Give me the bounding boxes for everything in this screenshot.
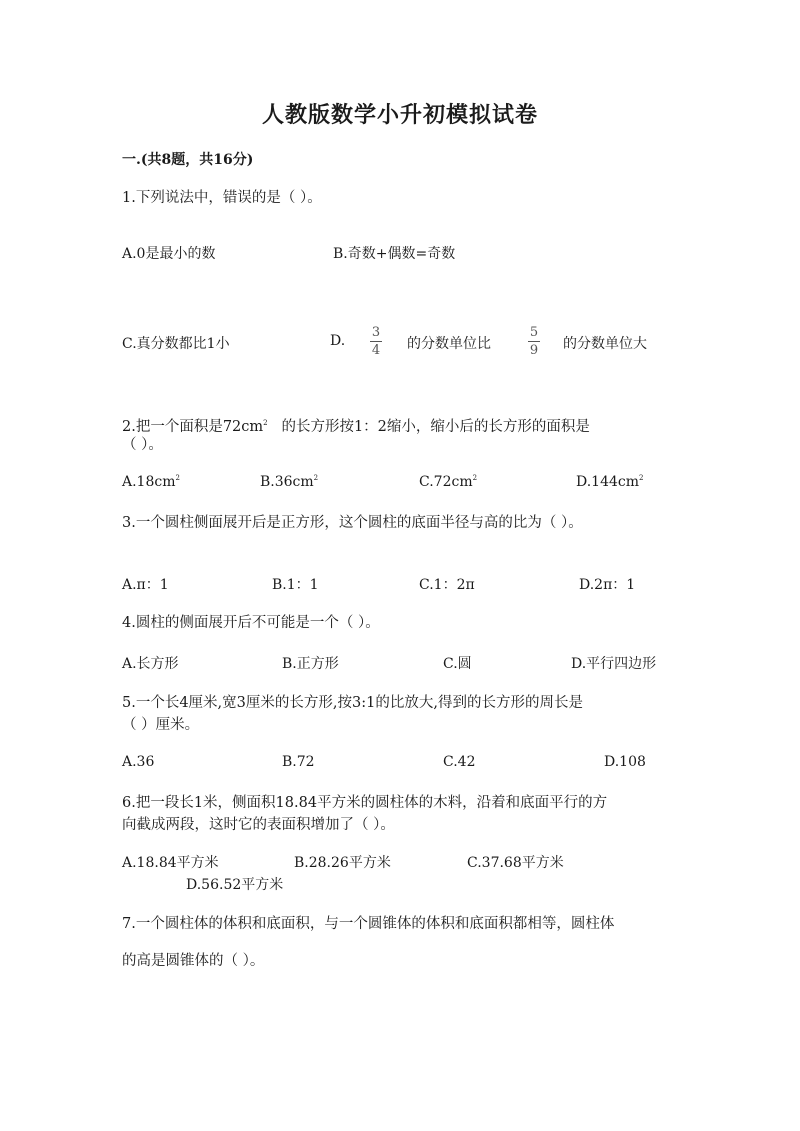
fraction-bar: [528, 341, 540, 342]
question-6-option-b[interactable]: B.28.26平方米: [294, 855, 391, 871]
question-3-option-c[interactable]: C.1：2π: [419, 577, 475, 593]
question-6-option-a[interactable]: A.18.84平方米: [122, 855, 219, 871]
option-text: C.72cm: [419, 474, 473, 490]
question-1-option-d-label: D.: [330, 333, 346, 349]
question-5-stem-line-1: 5.一个长4厘米,宽3厘米的长方形,按3:1的比放大,得到的长方形的周长是: [122, 695, 583, 711]
question-7-stem-line-2: 的高是圆锥体的（ ）。: [122, 953, 265, 969]
question-6-option-d[interactable]: D.56.52平方米: [186, 877, 284, 893]
question-1-option-c[interactable]: C.真分数都比1小: [122, 336, 230, 352]
superscript: 2: [263, 419, 268, 427]
question-6-stem-line-2: 向截成两段，这时它的表面积增加了（ ）。: [122, 817, 395, 833]
fraction-denominator: 4: [371, 343, 381, 358]
question-1-option-d-suffix: 的分数单位大: [563, 336, 647, 352]
section-header: 一.(共8题，共16分): [122, 152, 254, 168]
question-2-option-a[interactable]: [122, 474, 180, 490]
question-2-option-c[interactable]: [419, 474, 477, 490]
question-1-option-d-mid: 的分数单位比: [407, 336, 491, 352]
question-2-stem-part-b: 的长方形按1：2缩小，缩小后的长方形的面积是: [281, 419, 590, 435]
superscript: 2: [639, 474, 644, 482]
question-5-option-c[interactable]: C.42: [443, 754, 476, 770]
question-3-option-d[interactable]: D.2π：1: [579, 577, 636, 593]
question-6-option-c[interactable]: C.37.68平方米: [467, 855, 564, 871]
question-1-option-b[interactable]: B.奇数+偶数=奇数: [333, 246, 456, 262]
question-7-stem-line-1: 7.一个圆柱体的体积和底面积，与一个圆锥体的体积和底面积都相等，圆柱体: [122, 916, 615, 932]
superscript: 2: [175, 474, 180, 482]
question-4-option-b[interactable]: B.正方形: [282, 656, 339, 672]
question-1-stem: 1.下列说法中，错误的是（ ）。: [122, 190, 322, 206]
question-1-option-a[interactable]: A.0是最小的数: [122, 246, 216, 262]
question-2-option-d[interactable]: [576, 474, 643, 490]
question-2-stem-part-a: 2.把一个面积是72cm: [122, 419, 264, 435]
question-5-stem-line-2: （ ）厘米。: [122, 717, 200, 733]
option-text: A.18cm: [122, 474, 176, 490]
question-2-option-b[interactable]: [260, 474, 318, 490]
question-5-option-b[interactable]: B.72: [282, 754, 315, 770]
question-5-option-d[interactable]: D.108: [604, 754, 646, 770]
option-text: D.144cm: [576, 474, 640, 490]
fraction-three-quarters: [370, 325, 382, 358]
question-4-option-d[interactable]: D.平行四边形: [571, 656, 657, 672]
question-3-option-b[interactable]: B.1：1: [272, 577, 319, 593]
question-2-stem-line-1: [122, 412, 590, 438]
question-4-stem: 4.圆柱的侧面展开后不可能是一个（ ）。: [122, 615, 380, 631]
question-6-stem-line-1: 6.把一段长1米，侧面积18.84平方米的圆柱体的木料，沿着和底面平行的方: [122, 795, 608, 811]
superscript: 2: [472, 474, 478, 482]
question-4-option-a[interactable]: A.长方形: [122, 656, 179, 672]
fraction-bar: [370, 341, 382, 342]
question-3-option-a[interactable]: A.π：1: [122, 577, 169, 593]
fraction-denominator: 9: [529, 343, 539, 358]
question-3-stem: 3.一个圆柱侧面展开后是正方形，这个圆柱的底面半径与高的比为（ ）。: [122, 515, 583, 531]
superscript: 2: [313, 474, 319, 482]
page-title: 人教版数学小升初模拟试卷: [261, 102, 538, 128]
fraction-five-ninths: [528, 325, 540, 358]
option-text: B.36cm: [260, 474, 314, 490]
question-5-option-a[interactable]: A.36: [122, 754, 155, 770]
question-4-option-c[interactable]: C.圆: [443, 656, 472, 672]
question-2-stem-line-2: （ ）。: [122, 437, 163, 453]
fraction-numerator: 3: [371, 325, 381, 340]
fraction-numerator: 5: [529, 325, 539, 340]
